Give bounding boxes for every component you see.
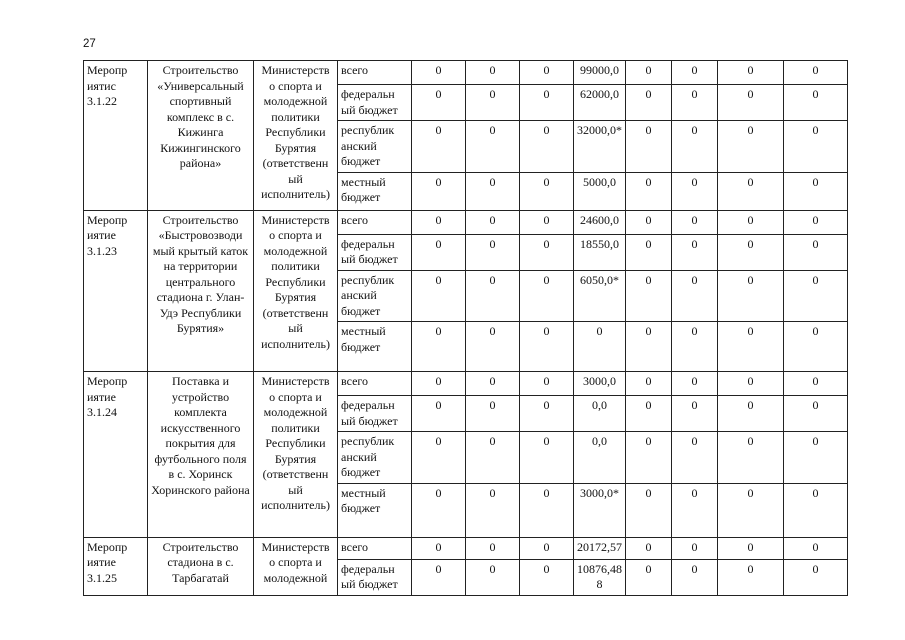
amount-cell: 18550,0 bbox=[574, 234, 626, 270]
budget-table bbox=[83, 60, 848, 596]
amount-cell: 0 bbox=[412, 172, 466, 210]
amount-cell: 0 bbox=[466, 396, 520, 432]
amount-cell: 32000,0* bbox=[574, 121, 626, 173]
amount-cell: 0 bbox=[672, 483, 718, 537]
amount-cell: 0 bbox=[672, 210, 718, 234]
amount-cell: 0 bbox=[412, 121, 466, 173]
table-row bbox=[84, 210, 848, 234]
amount-cell: 0 bbox=[626, 172, 672, 210]
table-row bbox=[84, 372, 848, 396]
activity-name: Строительство стадиона в с. Тарбагатай bbox=[148, 537, 254, 595]
activity-code: Меропр иятие 3.1.24 bbox=[84, 372, 148, 538]
amount-cell: 0 bbox=[718, 372, 784, 396]
amount-cell: 0 bbox=[718, 234, 784, 270]
funding-source: всего bbox=[338, 210, 412, 234]
amount-cell: 0 bbox=[672, 559, 718, 595]
amount-cell: 0 bbox=[626, 210, 672, 234]
amount-cell: 0 bbox=[784, 432, 848, 484]
amount-cell: 0 bbox=[784, 372, 848, 396]
activity-name: Строительство «Универсальный спортивный комплекс в с. Кижинга Кижингинского района» bbox=[148, 61, 254, 211]
amount-cell: 0 bbox=[718, 537, 784, 559]
amount-cell: 0,0 bbox=[574, 432, 626, 484]
amount-cell: 0 bbox=[466, 121, 520, 173]
amount-cell: 0 bbox=[412, 559, 466, 595]
amount-cell: 0 bbox=[718, 121, 784, 173]
amount-cell: 0 bbox=[520, 210, 574, 234]
amount-cell: 3000,0 bbox=[574, 372, 626, 396]
funding-source: республик анский бюджет bbox=[338, 121, 412, 173]
amount-cell: 0 bbox=[718, 396, 784, 432]
amount-cell: 0 bbox=[718, 172, 784, 210]
activity-code: Меропр иятие 3.1.23 bbox=[84, 210, 148, 372]
amount-cell: 0 bbox=[672, 537, 718, 559]
activity-executor: Министерств о спорта и молодежной политики Республики Бурятия (ответственн ый исполнитель) bbox=[254, 210, 338, 372]
amount-cell: 0 bbox=[626, 483, 672, 537]
amount-cell: 0 bbox=[412, 537, 466, 559]
amount-cell: 0 bbox=[672, 234, 718, 270]
amount-cell: 0 bbox=[466, 322, 520, 372]
amount-cell: 0 bbox=[784, 270, 848, 322]
amount-cell: 0 bbox=[466, 234, 520, 270]
amount-cell: 0 bbox=[626, 61, 672, 85]
amount-cell: 0 bbox=[672, 121, 718, 173]
funding-source: местный бюджет bbox=[338, 483, 412, 537]
funding-source: всего bbox=[338, 61, 412, 85]
amount-cell: 0 bbox=[466, 61, 520, 85]
amount-cell: 0 bbox=[520, 322, 574, 372]
amount-cell: 0 bbox=[718, 432, 784, 484]
activity-executor: Министерств о спорта и молодежной политики Республики Бурятия (ответственн ый исполнитель) bbox=[254, 372, 338, 538]
amount-cell: 0 bbox=[412, 483, 466, 537]
amount-cell: 0 bbox=[784, 396, 848, 432]
funding-source: местный бюджет bbox=[338, 322, 412, 372]
amount-cell: 0 bbox=[626, 559, 672, 595]
amount-cell: 10876,48 8 bbox=[574, 559, 626, 595]
amount-cell: 0 bbox=[784, 172, 848, 210]
funding-source: федеральн ый бюджет bbox=[338, 559, 412, 595]
amount-cell: 0 bbox=[574, 322, 626, 372]
funding-source: всего bbox=[338, 537, 412, 559]
amount-cell: 0 bbox=[520, 396, 574, 432]
amount-cell: 0 bbox=[784, 537, 848, 559]
amount-cell: 0 bbox=[626, 270, 672, 322]
amount-cell: 0 bbox=[672, 396, 718, 432]
amount-cell: 0 bbox=[718, 322, 784, 372]
amount-cell: 0 bbox=[718, 61, 784, 85]
amount-cell: 0 bbox=[412, 85, 466, 121]
amount-cell: 0 bbox=[718, 210, 784, 234]
amount-cell: 0 bbox=[466, 85, 520, 121]
activity-code: Меропр иятие 3.1.25 bbox=[84, 537, 148, 595]
amount-cell: 0 bbox=[626, 85, 672, 121]
amount-cell: 0 bbox=[626, 121, 672, 173]
amount-cell: 0 bbox=[718, 85, 784, 121]
amount-cell: 0 bbox=[626, 234, 672, 270]
funding-source: республик анский бюджет bbox=[338, 432, 412, 484]
amount-cell: 0 bbox=[466, 172, 520, 210]
amount-cell: 99000,0 bbox=[574, 61, 626, 85]
amount-cell: 0 bbox=[672, 432, 718, 484]
amount-cell: 0 bbox=[672, 270, 718, 322]
amount-cell: 0 bbox=[412, 210, 466, 234]
activity-name: Строительство «Быстровозводи мый крытый каток на территории центрального стадиона г. Улан-Удэ Республики Бурятия» bbox=[148, 210, 254, 372]
amount-cell: 24600,0 bbox=[574, 210, 626, 234]
amount-cell: 20172,57 bbox=[574, 537, 626, 559]
funding-source: федеральн ый бюджет bbox=[338, 396, 412, 432]
activity-executor: Министерств о спорта и молодежной политики Республики Бурятия (ответственн ый исполнитель) bbox=[254, 61, 338, 211]
amount-cell: 0 bbox=[718, 559, 784, 595]
funding-source: всего bbox=[338, 372, 412, 396]
amount-cell: 0 bbox=[412, 234, 466, 270]
table-row bbox=[84, 61, 848, 85]
amount-cell: 0 bbox=[466, 372, 520, 396]
amount-cell: 0 bbox=[520, 234, 574, 270]
amount-cell: 0 bbox=[626, 396, 672, 432]
funding-source: республик анский бюджет bbox=[338, 270, 412, 322]
amount-cell: 3000,0* bbox=[574, 483, 626, 537]
amount-cell: 0 bbox=[784, 322, 848, 372]
amount-cell: 0 bbox=[520, 432, 574, 484]
amount-cell: 0 bbox=[784, 483, 848, 537]
amount-cell: 0 bbox=[466, 432, 520, 484]
activity-name: Поставка и устройство комплекта искусственного покрытия для футбольного поля в с. Хоринск Хоринского района bbox=[148, 372, 254, 538]
amount-cell: 0 bbox=[412, 61, 466, 85]
amount-cell: 0 bbox=[466, 559, 520, 595]
amount-cell: 0 bbox=[626, 372, 672, 396]
amount-cell: 0 bbox=[520, 372, 574, 396]
amount-cell: 0 bbox=[784, 61, 848, 85]
activity-executor: Министерств о спорта и молодежной bbox=[254, 537, 338, 595]
amount-cell: 0 bbox=[672, 85, 718, 121]
table-body bbox=[84, 61, 848, 596]
amount-cell: 0 bbox=[784, 234, 848, 270]
amount-cell: 0 bbox=[412, 432, 466, 484]
amount-cell: 0 bbox=[672, 61, 718, 85]
amount-cell: 0 bbox=[672, 372, 718, 396]
amount-cell: 5000,0 bbox=[574, 172, 626, 210]
amount-cell: 0 bbox=[718, 270, 784, 322]
amount-cell: 0 bbox=[520, 270, 574, 322]
amount-cell: 0 bbox=[784, 85, 848, 121]
amount-cell: 0 bbox=[718, 483, 784, 537]
amount-cell: 0 bbox=[412, 396, 466, 432]
amount-cell: 0 bbox=[520, 172, 574, 210]
funding-source: местный бюджет bbox=[338, 172, 412, 210]
amount-cell: 0 bbox=[520, 559, 574, 595]
amount-cell: 0 bbox=[784, 121, 848, 173]
funding-source: федеральн ый бюджет bbox=[338, 85, 412, 121]
amount-cell: 0 bbox=[672, 172, 718, 210]
amount-cell: 0 bbox=[626, 432, 672, 484]
amount-cell: 0,0 bbox=[574, 396, 626, 432]
amount-cell: 0 bbox=[466, 537, 520, 559]
amount-cell: 0 bbox=[520, 61, 574, 85]
funding-source: федеральн ый бюджет bbox=[338, 234, 412, 270]
amount-cell: 0 bbox=[784, 559, 848, 595]
amount-cell: 62000,0 bbox=[574, 85, 626, 121]
amount-cell: 0 bbox=[520, 483, 574, 537]
amount-cell: 0 bbox=[520, 537, 574, 559]
amount-cell: 0 bbox=[466, 210, 520, 234]
amount-cell: 0 bbox=[412, 372, 466, 396]
amount-cell: 0 bbox=[412, 270, 466, 322]
amount-cell: 0 bbox=[466, 270, 520, 322]
page-number: 27 bbox=[83, 38, 96, 50]
amount-cell: 0 bbox=[784, 210, 848, 234]
amount-cell: 6050,0* bbox=[574, 270, 626, 322]
amount-cell: 0 bbox=[672, 322, 718, 372]
table-row bbox=[84, 537, 848, 559]
activity-code: Меропр иятис 3.1.22 bbox=[84, 61, 148, 211]
amount-cell: 0 bbox=[626, 322, 672, 372]
amount-cell: 0 bbox=[626, 537, 672, 559]
amount-cell: 0 bbox=[520, 85, 574, 121]
amount-cell: 0 bbox=[412, 322, 466, 372]
amount-cell: 0 bbox=[466, 483, 520, 537]
amount-cell: 0 bbox=[520, 121, 574, 173]
